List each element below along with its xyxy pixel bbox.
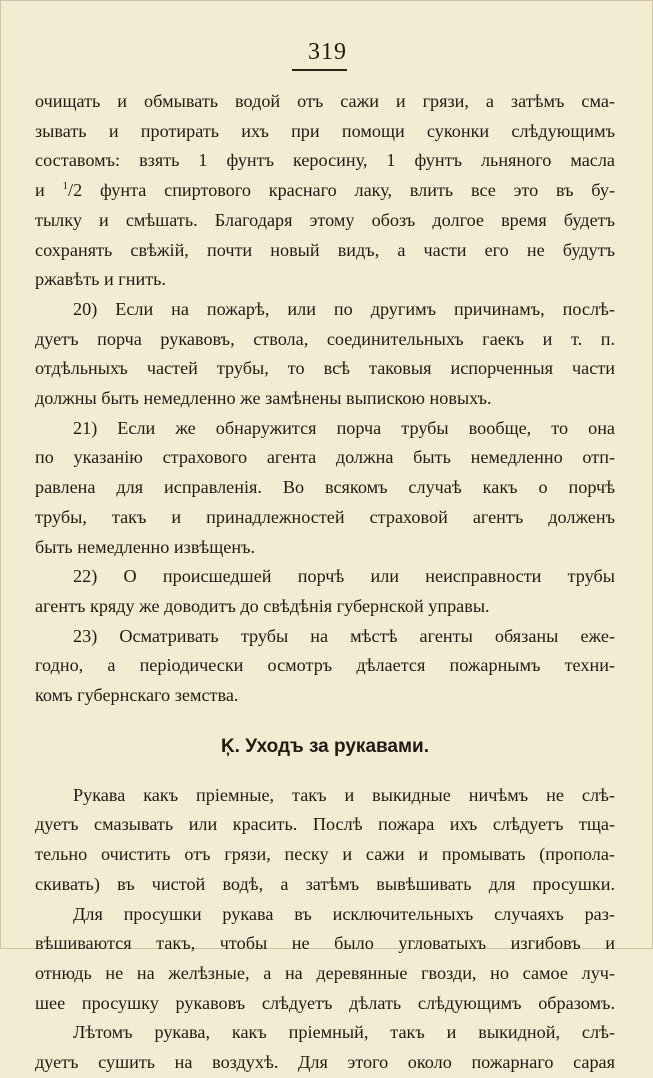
text-line: дуетъ смазывать или красить. Послѣ пожара ихъ слѣдуетъ тща- xyxy=(35,814,615,835)
text-line: 22) О происшедшей порчѣ или неисправности трубы xyxy=(73,566,615,587)
page-number: 319 xyxy=(308,39,347,65)
text-line: отнюдь не на желѣзные, а на деревянные гвозди, но самое луч- xyxy=(35,962,615,983)
text-line: тылку и смѣшать. Благодаря этому обозъ долгое время будетъ xyxy=(35,209,615,230)
text-fragment: и xyxy=(35,180,45,201)
section-paragraph xyxy=(35,1018,615,1077)
text-line: сохранять свѣжій, почти новый видъ, а части его не будутъ xyxy=(35,239,615,260)
text-line: вѣшиваются такъ, чтобы не было угловатыхъ изгибовъ и xyxy=(35,933,615,954)
text-line: Лѣтомъ рукава, какъ пріемный, такъ и выкидной, слѣ- xyxy=(73,1022,615,1043)
text-line: 23) Осматривать трубы на мѣстѣ агенты обязаны еже- xyxy=(73,625,615,646)
text-line: по указанію страхового агента должна быть немедленно отп- xyxy=(35,447,615,468)
text-line: годно, а періодически осмотръ дѣлается пожарнымъ техни- xyxy=(35,655,615,676)
text-line: равлена для исправленія. Во всякомъ случаѣ какъ о порчѣ xyxy=(35,477,615,498)
text-line: комъ губернскаго земства. xyxy=(35,685,239,706)
text-line: составомъ: взять 1 фунтъ керосину, 1 фунтъ льняного масла xyxy=(35,150,615,171)
text-line: быть немедленно извѣщенъ. xyxy=(35,536,256,557)
fraction-denominator: /2 xyxy=(68,180,83,201)
paragraph-item-21 xyxy=(35,414,615,563)
text-line-with-fraction xyxy=(35,176,615,206)
text-line: дуетъ порча рукавовъ, ствола, соединительныхъ гаекъ и т. п. xyxy=(35,328,615,349)
text-line: отдѣльныхъ частей трубы, то всѣ таковыя испорченныя части xyxy=(35,358,615,379)
header-rule xyxy=(292,69,347,71)
text-line: тельно очистить отъ грязи, песку и сажи и промывать (пропола- xyxy=(35,844,615,865)
fraction-numerator: 1 xyxy=(62,180,69,193)
paragraph-item-22 xyxy=(35,562,615,621)
section-heading: Ķ. Уходъ за рукавами. xyxy=(220,735,430,757)
section-paragraph xyxy=(35,781,615,900)
text-line: очищать и обмывать водой отъ сажи и грязи, а затѣмъ сма- xyxy=(35,91,615,111)
paragraph-item-20 xyxy=(35,295,615,414)
text-line: Рукава какъ пріемные, такъ и выкидные ничѣмъ не слѣ- xyxy=(73,784,615,805)
text-line: скивать) въ чистой водѣ, а затѣмъ вывѣшивать для просушки. xyxy=(35,873,615,894)
page-body xyxy=(35,87,615,1078)
text-fragment: фунта спиртового краснаго лаку, влить все это въ бу- xyxy=(82,180,616,201)
text-line: шее просушку рукавовъ слѣдуетъ дѣлать слѣдующимъ образомъ. xyxy=(35,992,615,1013)
paragraph-continuation xyxy=(35,87,615,295)
text-line: агентъ кряду же доводитъ до свѣдѣнія губернской управы. xyxy=(35,595,490,616)
text-line: ржавѣть и гнить. xyxy=(35,269,166,290)
section-paragraph xyxy=(35,900,615,1019)
text-line: трубы, такъ и принадлежностей страховой агентъ долженъ xyxy=(35,506,615,527)
text-line: Для просушки рукава въ исключительныхъ случаяхъ раз- xyxy=(73,903,615,924)
text-line: дуетъ сушить на воздухѣ. Для этого около пожарнаго сарая xyxy=(35,1052,615,1073)
text-line: 21) Если же обнаружится порча трубы вообще, то она xyxy=(73,417,615,438)
text-line: зывать и протирать ихъ при помощи суконки слѣдующимъ xyxy=(35,120,615,141)
paragraph-item-23 xyxy=(35,622,615,711)
text-line: должны быть немедленно же замѣнены выпискою новыхъ. xyxy=(35,388,492,409)
text-line: 20) Если на пожарѣ, или по другимъ причинамъ, послѣ- xyxy=(73,298,615,319)
